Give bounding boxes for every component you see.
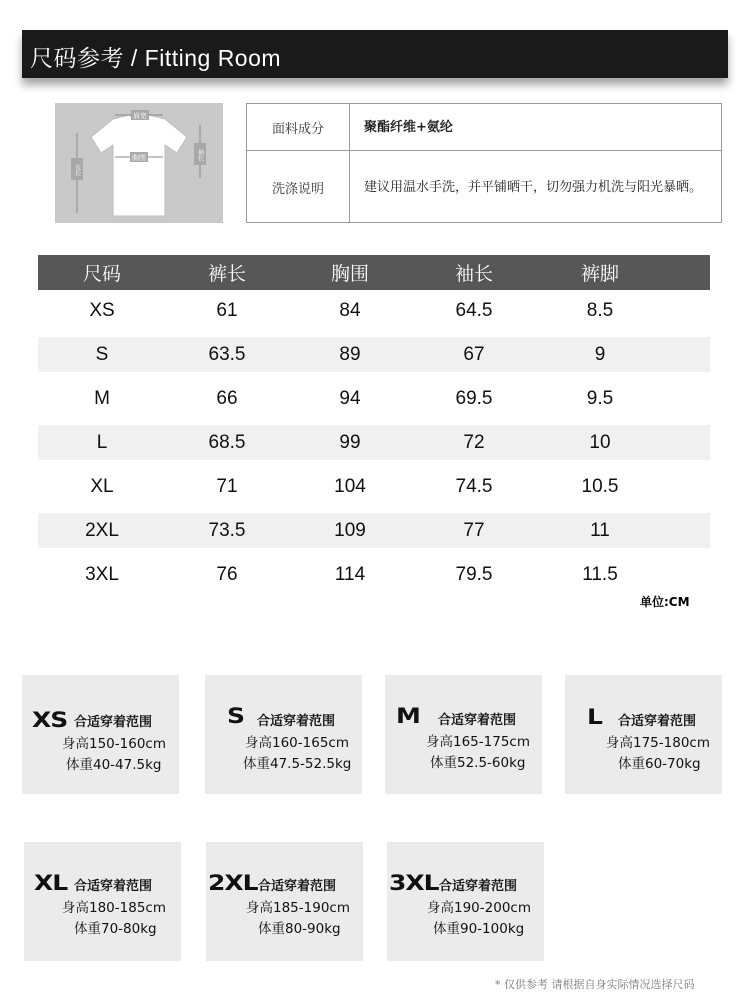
cell-sleeve: 64.5 xyxy=(455,299,493,321)
header-hem: 裤脚 xyxy=(580,263,619,285)
table-row xyxy=(38,557,710,592)
fit-card-s xyxy=(205,675,362,794)
fabric-row xyxy=(247,104,721,151)
cell-sleeve: 72 xyxy=(463,431,485,453)
fit-card-l xyxy=(565,675,722,794)
card-fit-label: 合适穿着范围 xyxy=(74,715,153,730)
cell-hem: 8.5 xyxy=(586,299,614,321)
cell-size: XS xyxy=(89,299,115,321)
cell-pants-length: 66 xyxy=(216,387,238,409)
cell-hem: 11 xyxy=(590,519,610,541)
cell-size: M xyxy=(94,387,110,409)
cell-hem: 9.5 xyxy=(586,387,614,409)
header-chest: 胸围 xyxy=(330,263,369,285)
cell-pants-length: 68.5 xyxy=(208,431,246,453)
page-title: 尺码参考 / Fitting Room xyxy=(30,45,282,71)
card-weight: 体重40-47.5kg xyxy=(66,757,162,773)
card-size-label: S xyxy=(227,703,245,728)
cell-pants-length: 76 xyxy=(216,563,238,585)
card-fit-label: 合适穿着范围 xyxy=(439,879,518,894)
table-row xyxy=(38,381,710,416)
table-row xyxy=(38,293,710,328)
footer-note: * 仅供参考 请根据自身实际情况选择尺码 xyxy=(495,978,695,991)
unit-label: 单位:CM xyxy=(640,595,690,609)
card-height: 身高165-175cm xyxy=(426,734,530,750)
washing-value: 建议用温水手洗，并平铺晒干，切勿强力机洗与阳光暴晒。 xyxy=(364,179,703,195)
table-row xyxy=(38,425,710,460)
label-sleeve: 袖长 xyxy=(196,149,204,161)
washing-label: 洗涤说明 xyxy=(247,151,350,223)
card-height: 身高175-180cm xyxy=(606,735,710,751)
card-height: 身高190-200cm xyxy=(427,900,531,916)
cell-chest: 99 xyxy=(339,431,361,453)
cell-sleeve: 67 xyxy=(463,343,485,365)
cell-size: XL xyxy=(90,475,114,497)
card-fit-label: 合适穿着范围 xyxy=(618,714,697,729)
card-weight: 体重52.5-60kg xyxy=(430,755,526,771)
cell-pants-length: 71 xyxy=(216,475,238,497)
label-chest: 胸围 xyxy=(132,154,146,162)
card-height: 身高185-190cm xyxy=(246,900,350,916)
fit-card-xs xyxy=(22,675,179,794)
card-weight: 体重60-70kg xyxy=(618,756,701,772)
cell-sleeve: 69.5 xyxy=(455,387,493,409)
card-size-label: XS xyxy=(32,707,68,732)
card-height: 身高160-165cm xyxy=(245,735,349,751)
cell-pants-length: 61 xyxy=(216,299,238,321)
cell-hem: 10 xyxy=(589,431,611,453)
table-row xyxy=(38,513,710,548)
card-fit-label: 合适穿着范围 xyxy=(257,714,336,729)
cell-sleeve: 74.5 xyxy=(455,475,493,497)
cell-chest: 109 xyxy=(334,519,366,541)
fit-card-2xl xyxy=(206,842,363,961)
card-height: 身高150-160cm xyxy=(62,736,166,752)
fit-card-xl xyxy=(24,842,181,961)
card-size-label: L xyxy=(587,704,602,729)
washing-row xyxy=(247,151,721,223)
cell-hem: 9 xyxy=(594,343,606,365)
fabric-info-table xyxy=(246,103,722,223)
size-table-header xyxy=(38,255,710,290)
card-height: 身高180-185cm xyxy=(62,900,166,916)
card-weight: 体重90-100kg xyxy=(433,921,525,937)
header-sleeve: 袖长 xyxy=(454,263,493,285)
cell-pants-length: 63.5 xyxy=(208,343,246,365)
cell-chest: 114 xyxy=(334,563,366,585)
tshirt-illustration xyxy=(55,103,223,223)
card-fit-label: 合适穿着范围 xyxy=(74,879,153,894)
cell-sleeve: 79.5 xyxy=(455,563,493,585)
card-size-label: M xyxy=(396,703,420,728)
table-row xyxy=(38,469,710,504)
table-row xyxy=(38,337,710,372)
cell-pants-length: 73.5 xyxy=(208,519,246,541)
cell-chest: 94 xyxy=(339,387,361,409)
fit-card-m xyxy=(385,675,542,794)
fabric-label: 面料成分 xyxy=(247,104,350,150)
header-bar xyxy=(22,30,728,78)
fit-card-3xl xyxy=(387,842,544,961)
label-length: 衣长 xyxy=(73,164,81,176)
label-shoulder: 肩宽 xyxy=(133,112,147,120)
cell-chest: 89 xyxy=(339,343,361,365)
card-fit-label: 合适穿着范围 xyxy=(258,879,337,894)
card-size-label: 3XL xyxy=(389,870,439,895)
card-weight: 体重80-90kg xyxy=(258,921,341,937)
card-weight: 体重70-80kg xyxy=(74,921,157,937)
header-pants-length: 裤长 xyxy=(207,263,246,285)
cell-size: L xyxy=(96,431,108,453)
card-size-label: 2XL xyxy=(208,870,258,895)
cell-chest: 84 xyxy=(339,299,361,321)
cell-size: S xyxy=(95,343,109,365)
cell-hem: 11.5 xyxy=(582,563,618,585)
cell-chest: 104 xyxy=(334,475,366,497)
card-weight: 体重47.5-52.5kg xyxy=(243,756,352,772)
fabric-value: 聚酯纤维+氨纶 xyxy=(364,119,453,135)
card-fit-label: 合适穿着范围 xyxy=(438,713,517,728)
cell-size: 3XL xyxy=(85,563,119,585)
garment-diagram xyxy=(55,103,223,223)
cell-size: 2XL xyxy=(85,519,119,541)
card-size-label: XL xyxy=(34,870,68,895)
cell-hem: 10.5 xyxy=(581,475,619,497)
header-size: 尺码 xyxy=(82,263,121,285)
cell-sleeve: 77 xyxy=(463,519,485,541)
